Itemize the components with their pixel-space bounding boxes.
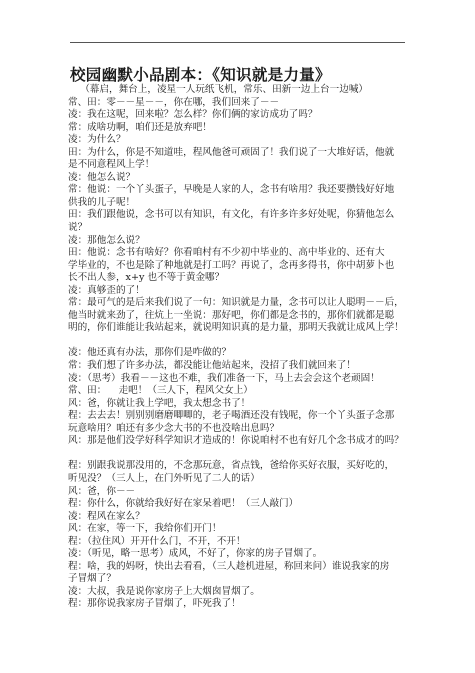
script-line: 常：我们想了许多办法，都没能让他站起来，没招了我们就回来了！ (68, 360, 356, 372)
script-line: 田：他说：念书有啥好？你看咱村有不少初中毕业的、高中毕业的、还有大 (68, 247, 385, 259)
script-line: 常、田：零－－星－－，你在哪，我们回来了－－ (68, 96, 280, 108)
script-line: 田：为什么，你是不知道哇，程风他爸可顽固了！我们说了一大堆好话，他就 (68, 146, 395, 158)
script-line: 程：（拉住风）开开什么门，不开，不开！ (68, 535, 246, 547)
script-line: 田：我们跟他说，念书可以有知识，有文化，有许多许多好处呢，你猜他怎么 (68, 209, 395, 221)
script-line: 凌：那他怎么说？ (68, 234, 145, 246)
script-line: 供我的儿子呢！ (68, 196, 136, 208)
script-line: 常：成啥功啊，咱们还是放弃吧！ (68, 121, 212, 133)
script-line: 凌：为什么？ (68, 134, 126, 146)
script-line: 常：最可气的是后来我们说了一句：知识就是力量，念书可以让人聪明－－后， (68, 297, 404, 309)
script-line: 常、田： 走吧！（三人下，程风父女上） (68, 385, 253, 397)
script-line: 凌：他还真有办法，那你们是咋做的？ (68, 347, 232, 359)
script-line: 凌：大叔，我是说你家房子上大烟囱冒烟了。 (68, 585, 260, 597)
script-line: 风：爸，你就让我上学吧，我太想念书了！ (68, 397, 251, 409)
script-line: 程：你什么，你就给我好好在家呆着吧！（三人敲门） (68, 498, 299, 510)
script-line: 凌：他怎么说？ (68, 171, 136, 183)
script-line: 程：别跟我说那没用的，不念那玩意，省点钱，爸给你买好衣服，买好吃的， (68, 460, 395, 472)
header-rule (70, 42, 405, 43)
script-line: 程：啥，我的妈呀，快出去看看，（三人趁机进屋，称回来问）谁说我家的房 (68, 560, 390, 572)
script-line: 风：在家，等一下，我给你们开门！ (68, 523, 222, 535)
script-body (68, 84, 408, 611)
script-line: 凌：真够歪的了！ (68, 284, 145, 296)
script-line: 风：那是他们没学好科学知识才造成的！你说咱村不也有好几个念书成才的吗？ (68, 435, 404, 447)
blank-line (68, 335, 408, 348)
blank-line (68, 448, 408, 461)
script-line: 说？ (68, 222, 88, 234)
script-line: 玩意啥用？咱还有多少念大书的不也没啥出息吗？ (68, 422, 280, 434)
script-line: 凌：（思考）我看－－这也不难，我们准备一下，马上去会会这个老顽固！ (68, 372, 380, 384)
script-line: 风：爸，你－－ (68, 485, 136, 497)
script-line: 学毕业的，不也是除了种地就是打工吗？再说了，念再多得书，你中胡萝卜也 (68, 259, 395, 271)
script-line: 长不出人参，x+y 也不等于黄金哪？ (68, 272, 225, 284)
script-line: 明的，你们谁能让我站起来，就说明知识真的是力量，那明天我就让成风上学！ (68, 322, 404, 334)
script-line: （幕启，舞台上，凌星一人玩纸飞机，常乐、田新一边上台一边喊） (68, 84, 369, 95)
script-line: 凌：我在这呢，回来啦？怎么样？你们俩的家访成功了吗？ (68, 109, 318, 121)
script-line: 常：他说：一个丫头蛋子，早晚是人家的人，念书有啥用？我还要攒钱好好地 (68, 184, 395, 196)
script-line: 程：那你说我家房子冒烟了，吓死我了！ (68, 598, 241, 610)
script-line: 程：去去去！别别别磨磨唧唧的，老子喝酒还没有钱呢，你一个丫头蛋子念那 (68, 410, 395, 422)
document-title: 校园幽默小品剧本：《知识就是力量》 (70, 65, 331, 84)
script-line: 听见没？（三人上，在门外听见了二人的话） (68, 472, 260, 484)
script-line: 子冒烟了？ (68, 573, 116, 585)
script-line: 凌：程风在家么？ (68, 510, 145, 522)
script-line: 是不同意程风上学！ (68, 159, 155, 171)
script-line: 他当时就来劲了，往炕上一坐说：那好吧，你们都是念书的，那你们就都是聪 (68, 309, 395, 321)
script-line: 凌：（听见，略一思考）成风，不好了，你家的房子冒烟了。 (68, 548, 323, 560)
